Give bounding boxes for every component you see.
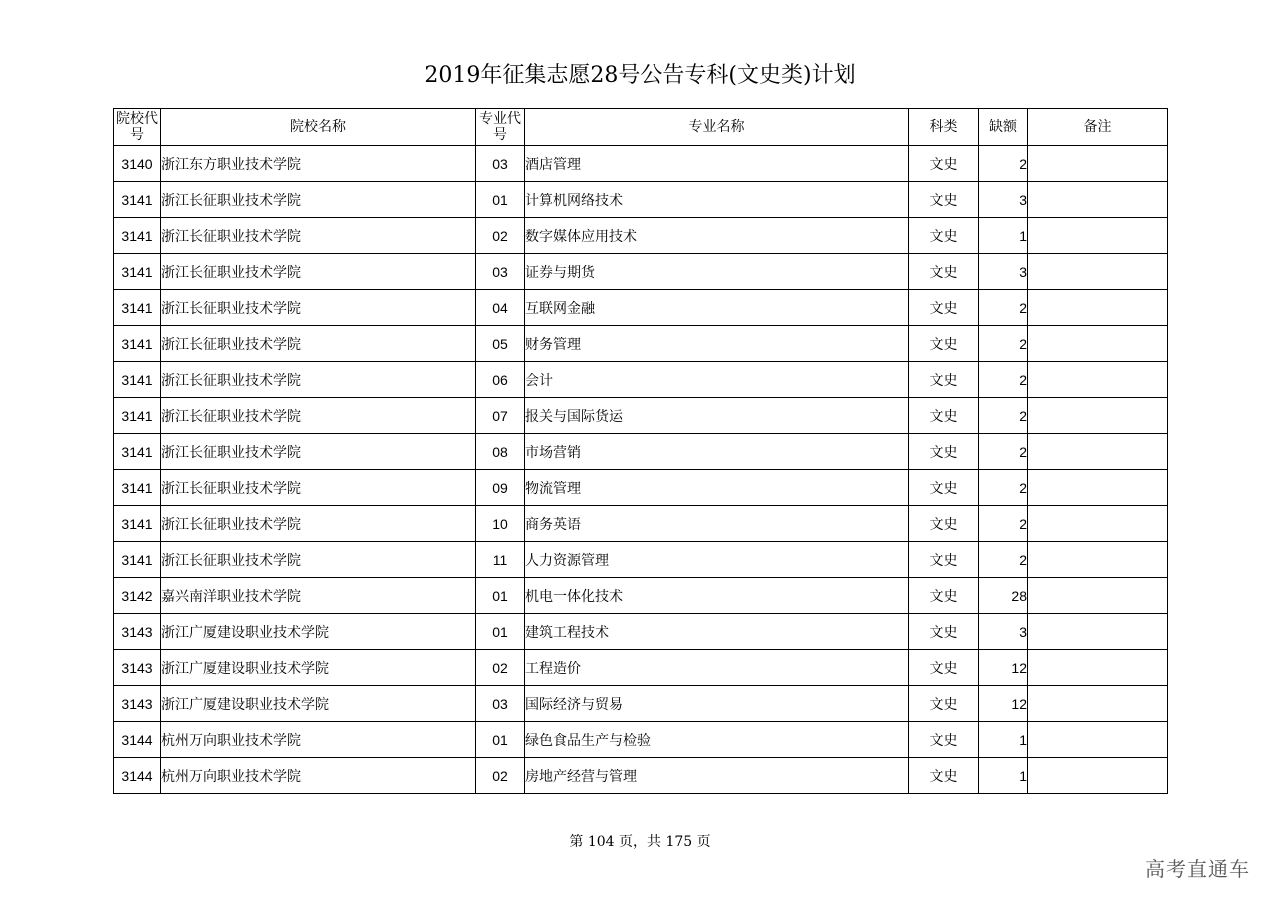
cell-remark [1028,398,1168,434]
cell-vacancy: 2 [979,470,1028,506]
header-school-code: 院校代号 [114,109,161,146]
cell-category: 文史 [909,650,979,686]
cell-school-name: 浙江广厦建设职业技术学院 [161,686,476,722]
cell-major-name: 数字媒体应用技术 [525,218,909,254]
cell-school-code: 3144 [114,722,161,758]
cell-major-code: 02 [476,758,525,794]
cell-remark [1028,146,1168,182]
cell-major-code: 03 [476,686,525,722]
cell-school-code: 3141 [114,542,161,578]
table-row [114,434,1168,470]
page-footer: 第 104 页，共 175 页 [569,834,711,850]
table-row [114,326,1168,362]
cell-school-code: 3143 [114,614,161,650]
cell-remark [1028,218,1168,254]
cell-vacancy: 1 [979,722,1028,758]
cell-major-name: 财务管理 [525,326,909,362]
cell-school-code: 3141 [114,470,161,506]
cell-category: 文史 [909,542,979,578]
cell-school-name: 浙江长征职业技术学院 [161,290,476,326]
cell-school-name: 嘉兴南洋职业技术学院 [161,578,476,614]
cell-school-name: 浙江长征职业技术学院 [161,470,476,506]
table-row [114,578,1168,614]
cell-major-name: 会计 [525,362,909,398]
cell-category: 文史 [909,578,979,614]
table-row [114,398,1168,434]
cell-category: 文史 [909,362,979,398]
cell-vacancy: 2 [979,542,1028,578]
cell-vacancy: 2 [979,290,1028,326]
table-row [114,290,1168,326]
cell-remark [1028,722,1168,758]
table-row [114,758,1168,794]
cell-category: 文史 [909,470,979,506]
cell-major-code: 05 [476,326,525,362]
cell-major-code: 02 [476,218,525,254]
table-row [114,614,1168,650]
cell-school-name: 浙江长征职业技术学院 [161,362,476,398]
cell-remark [1028,506,1168,542]
cell-major-code: 03 [476,254,525,290]
table-row [114,506,1168,542]
cell-school-code: 3141 [114,506,161,542]
cell-major-code: 01 [476,614,525,650]
cell-school-code: 3141 [114,218,161,254]
cell-school-code: 3143 [114,686,161,722]
cell-school-code: 3141 [114,398,161,434]
cell-category: 文史 [909,326,979,362]
cell-major-code: 10 [476,506,525,542]
cell-major-code: 07 [476,398,525,434]
cell-category: 文史 [909,398,979,434]
cell-category: 文史 [909,614,979,650]
document-title: 2019年征集志愿28号公告专科(文史类)计划 [424,63,856,88]
cell-remark [1028,434,1168,470]
cell-vacancy: 2 [979,146,1028,182]
cell-vacancy: 2 [979,434,1028,470]
cell-major-name: 人力资源管理 [525,542,909,578]
cell-major-name: 房地产经营与管理 [525,758,909,794]
header-category: 科类 [909,109,979,146]
cell-remark [1028,686,1168,722]
cell-major-name: 市场营销 [525,434,909,470]
cell-vacancy: 2 [979,326,1028,362]
cell-school-name: 浙江长征职业技术学院 [161,326,476,362]
cell-vacancy: 2 [979,362,1028,398]
cell-major-name: 工程造价 [525,650,909,686]
cell-remark [1028,758,1168,794]
cell-major-name: 酒店管理 [525,146,909,182]
cell-major-code: 02 [476,650,525,686]
table-row [114,146,1168,182]
cell-major-code: 01 [476,722,525,758]
cell-school-code: 3142 [114,578,161,614]
cell-vacancy: 12 [979,686,1028,722]
cell-school-name: 杭州万向职业技术学院 [161,722,476,758]
cell-major-name: 国际经济与贸易 [525,686,909,722]
cell-school-name: 浙江长征职业技术学院 [161,254,476,290]
cell-school-code: 3144 [114,758,161,794]
cell-remark [1028,614,1168,650]
cell-vacancy: 3 [979,614,1028,650]
cell-major-name: 绿色食品生产与检验 [525,722,909,758]
cell-school-code: 3143 [114,650,161,686]
cell-category: 文史 [909,182,979,218]
cell-major-code: 08 [476,434,525,470]
cell-vacancy: 3 [979,182,1028,218]
table-row [114,542,1168,578]
cell-remark [1028,326,1168,362]
cell-school-code: 3141 [114,434,161,470]
cell-vacancy: 1 [979,218,1028,254]
cell-remark [1028,362,1168,398]
cell-major-code: 04 [476,290,525,326]
cell-school-code: 3141 [114,182,161,218]
cell-major-code: 11 [476,542,525,578]
cell-major-name: 商务英语 [525,506,909,542]
cell-remark [1028,578,1168,614]
watermark: 高考直通车 [1145,857,1250,881]
cell-vacancy: 2 [979,506,1028,542]
cell-major-code: 03 [476,146,525,182]
header-school-name: 院校名称 [161,109,476,146]
cell-major-code: 01 [476,182,525,218]
cell-major-name: 建筑工程技术 [525,614,909,650]
cell-school-code: 3141 [114,290,161,326]
cell-remark [1028,470,1168,506]
cell-vacancy: 12 [979,650,1028,686]
cell-category: 文史 [909,506,979,542]
cell-category: 文史 [909,722,979,758]
table-row [114,686,1168,722]
cell-major-name: 互联网金融 [525,290,909,326]
cell-school-name: 浙江广厦建设职业技术学院 [161,650,476,686]
header-major-code: 专业代号 [476,109,525,146]
plan-table [113,108,1168,794]
table-body [114,146,1168,794]
cell-remark [1028,650,1168,686]
table-header-row [114,109,1168,146]
cell-school-code: 3141 [114,326,161,362]
cell-category: 文史 [909,758,979,794]
cell-remark [1028,182,1168,218]
cell-category: 文史 [909,290,979,326]
cell-vacancy: 1 [979,758,1028,794]
cell-major-code: 06 [476,362,525,398]
cell-major-code: 01 [476,578,525,614]
cell-school-code: 3141 [114,254,161,290]
table-row [114,650,1168,686]
header-vacancy: 缺额 [979,109,1028,146]
cell-category: 文史 [909,218,979,254]
cell-vacancy: 28 [979,578,1028,614]
header-remark: 备注 [1028,109,1168,146]
table-row [114,722,1168,758]
header-major-name: 专业名称 [525,109,909,146]
cell-major-name: 计算机网络技术 [525,182,909,218]
cell-school-name: 浙江长征职业技术学院 [161,434,476,470]
cell-remark [1028,542,1168,578]
cell-school-name: 浙江长征职业技术学院 [161,542,476,578]
cell-major-name: 物流管理 [525,470,909,506]
cell-major-code: 09 [476,470,525,506]
table-row [114,362,1168,398]
cell-school-name: 浙江广厦建设职业技术学院 [161,614,476,650]
cell-category: 文史 [909,146,979,182]
table-row [114,470,1168,506]
cell-major-name: 机电一体化技术 [525,578,909,614]
cell-major-name: 报关与国际货运 [525,398,909,434]
table-row [114,218,1168,254]
cell-school-name: 浙江长征职业技术学院 [161,182,476,218]
cell-major-name: 证券与期货 [525,254,909,290]
cell-remark [1028,254,1168,290]
table-row [114,182,1168,218]
cell-school-name: 浙江长征职业技术学院 [161,398,476,434]
table-row [114,254,1168,290]
cell-school-code: 3140 [114,146,161,182]
cell-remark [1028,290,1168,326]
cell-category: 文史 [909,434,979,470]
cell-vacancy: 2 [979,398,1028,434]
cell-vacancy: 3 [979,254,1028,290]
cell-school-name: 杭州万向职业技术学院 [161,758,476,794]
cell-school-name: 浙江长征职业技术学院 [161,506,476,542]
cell-school-name: 浙江长征职业技术学院 [161,218,476,254]
cell-school-name: 浙江东方职业技术学院 [161,146,476,182]
cell-category: 文史 [909,686,979,722]
cell-category: 文史 [909,254,979,290]
cell-school-code: 3141 [114,362,161,398]
